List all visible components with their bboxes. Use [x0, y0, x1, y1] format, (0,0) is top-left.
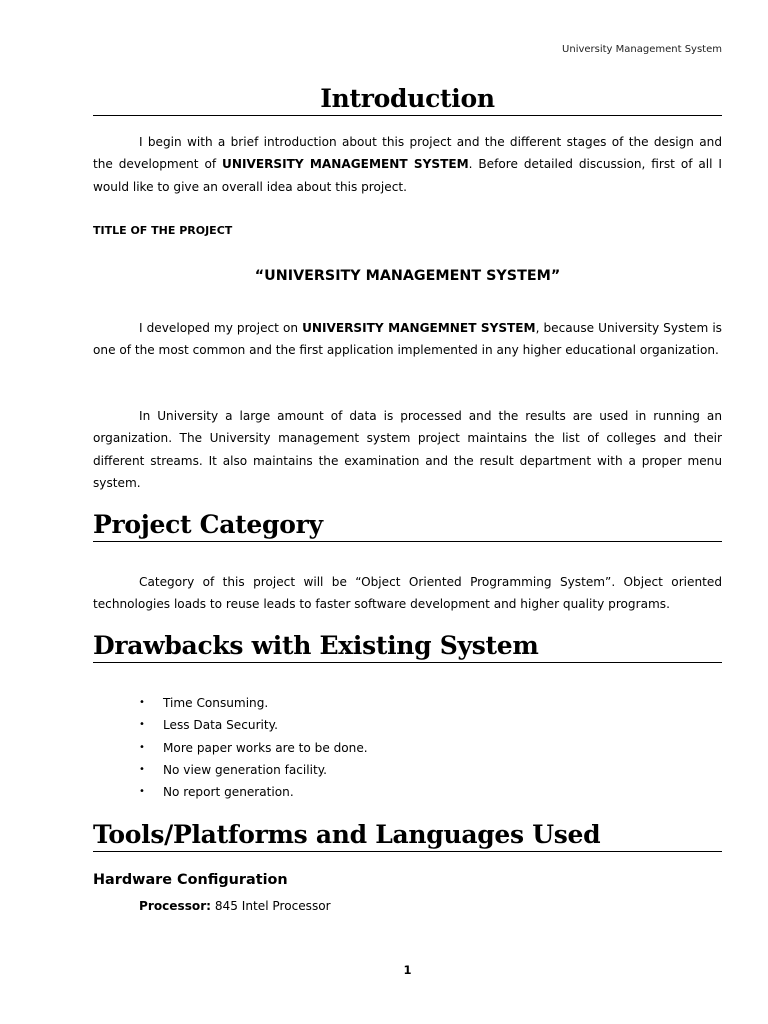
- intro-para1-bold: UNIVERSITY MANAGEMENT SYSTEM: [222, 157, 469, 172]
- intro-paragraph-2: [93, 317, 722, 362]
- hardware-config-heading: Hardware Configuration: [93, 872, 288, 888]
- list-item: • No report generation.: [93, 781, 722, 803]
- processor-value: 845 Intel Processor: [211, 899, 331, 913]
- intro-para1-text-b: . Before detailed discussion, first of all I would like to give an overall idea about this project.: [93, 157, 722, 194]
- processor-spec: [139, 899, 331, 913]
- intro-paragraph-3: In University a large amount of data is processed and the results are used in running an organization. The University management system project maintains the list of colleges and their different streams. It also maintains the examination and the result department with a proper menu system.: [93, 409, 722, 490]
- intro-para2-bold: UNIVERSITY MANGEMNET SYSTEM: [302, 321, 536, 335]
- title-of-project-label: TITLE OF THE PROJECT: [93, 224, 233, 237]
- list-item: • No view generation facility.: [93, 759, 722, 781]
- running-header: University Management System: [562, 44, 722, 55]
- heading-tools: Tools/Platforms and Languages Used: [93, 820, 722, 852]
- project-title: “UNIVERSITY MANAGEMENT SYSTEM”: [254, 268, 561, 284]
- intro-para1-text-a: I begin with a brief introduction about this project and the different stages of the design and the development of: [93, 135, 722, 172]
- bullet-icon: •: [139, 786, 145, 798]
- page-number: 1: [403, 963, 412, 977]
- bullet-icon: •: [139, 741, 145, 753]
- intro-paragraph-1: [93, 131, 722, 198]
- heading-introduction: Introduction: [93, 84, 722, 116]
- bullet-icon: •: [139, 763, 145, 775]
- intro-para2-text-a: I developed my project on: [139, 321, 303, 335]
- bullet-icon: •: [139, 719, 145, 731]
- list-item: • Time Consuming.: [93, 692, 722, 714]
- processor-label: Processor:: [139, 899, 212, 913]
- heading-drawbacks: Drawbacks with Existing System: [93, 631, 722, 663]
- drawbacks-list: [93, 692, 722, 803]
- category-paragraph: Category of this project will be “Object Oriented Programming System”. Object oriented technologies loads to reuse leads to faster software development and higher quality programs.: [93, 575, 722, 612]
- document-page: [93, 0, 722, 1024]
- bullet-icon: •: [139, 697, 145, 708]
- list-item: • Less Data Security.: [93, 714, 722, 736]
- intro-para2-text-b: , because University System is one of the most common and the first application implemented in any higher educational organization.: [93, 321, 722, 358]
- list-item: • More paper works are to be done.: [93, 737, 722, 759]
- heading-project-category: Project Category: [93, 510, 722, 542]
